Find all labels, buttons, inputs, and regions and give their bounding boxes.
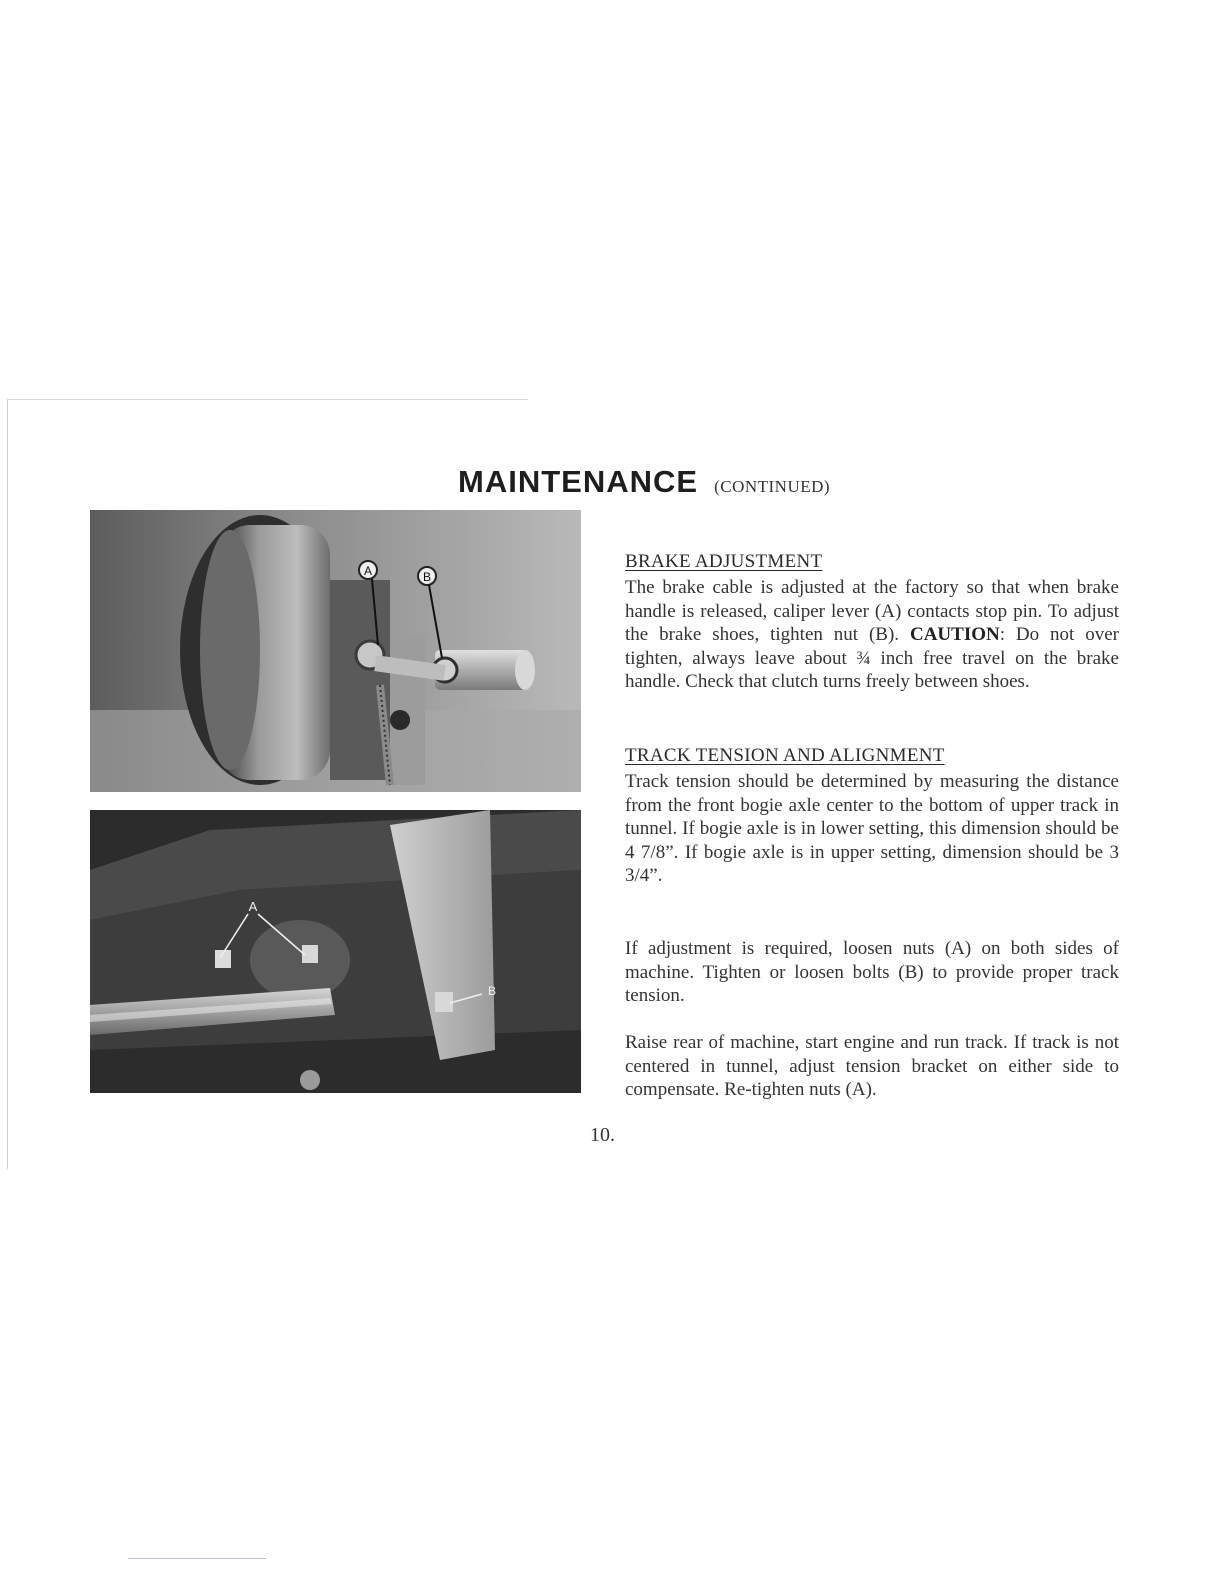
track-label-b: B (487, 984, 497, 998)
page-title (458, 464, 830, 500)
brake-adjustment-heading: BRAKE ADJUSTMENT (625, 551, 823, 572)
track-label-a: A (248, 899, 258, 914)
caution-label: CAUTION (909, 624, 1000, 645)
track-photo-image (90, 810, 581, 1093)
scan-edge-top (8, 399, 528, 400)
brake-adjustment-text (625, 576, 1119, 694)
brake-label-b: B (422, 570, 432, 584)
page-number: 10. (590, 1124, 615, 1146)
brake-text-after: : Do not over tighten, always leave about ¾ inch free travel on the brake handle. Check that clutch turns freely between shoes. (625, 624, 1119, 692)
track-tension-paragraph-2: If adjustment is required, loosen nuts (A) on both sides of machine. Tighten or loosen bolts (B) to provide proper track tension. (625, 938, 1119, 1006)
brake-photo (90, 510, 581, 792)
title-subtitle: (CONTINUED) (714, 477, 831, 496)
brake-text-before: The brake cable is adjusted at the factory so that when brake handle is released, caliper lever (A) contacts stop pin. To adjust the brake shoes, tighten nut (B). (625, 577, 1119, 645)
track-photo (90, 810, 581, 1093)
brake-label-a: A (363, 564, 373, 578)
scan-edge-left (7, 399, 8, 1169)
brake-photo-image (90, 510, 581, 792)
title-main: MAINTENANCE (458, 464, 699, 499)
scan-edge-bottom (128, 1558, 266, 1559)
track-tension-section (625, 745, 1119, 888)
brake-adjustment-section (625, 551, 1119, 694)
track-tension-heading: TRACK TENSION AND ALIGNMENT (625, 745, 945, 766)
track-tension-paragraph-3: Raise rear of machine, start engine and run track. If track is not centered in tunnel, adjust tension bracket on either side to compensate. Re-tighten nuts (A). (625, 1032, 1119, 1100)
track-tension-paragraph-1: Track tension should be determined by measuring the distance from the front bogie axle center to the bottom of upper track in tunnel. If bogie axle is in lower setting, this dimension should be 4 7/8”. If bogie axle is in upper setting, dimension should be 3 3/4”. (625, 771, 1119, 886)
